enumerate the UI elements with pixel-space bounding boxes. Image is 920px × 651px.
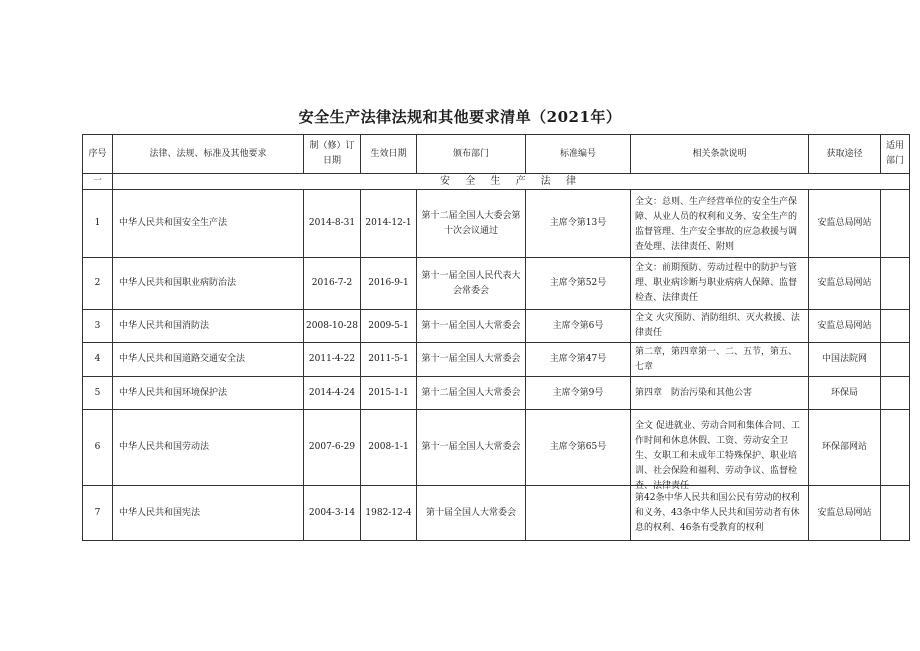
cell-source-text: 中国法院网 [821, 354, 867, 364]
cell-source-text: 安监总局网站 [817, 218, 872, 228]
cell-source [809, 190, 881, 258]
cell-name [113, 377, 304, 410]
cell-no-text: 6 [94, 442, 101, 452]
cell-issuer [417, 410, 526, 486]
cell-name [113, 258, 304, 310]
cell-no [83, 377, 113, 410]
cell-issuer-text: 第十一届全国人大常委会 [421, 354, 521, 364]
cell-desc [631, 486, 809, 541]
cell-revised [304, 190, 361, 258]
cell-code-text: 主席令第47号 [549, 354, 607, 364]
cell-revised [304, 486, 361, 541]
cell-source-text: 安监总局网站 [817, 507, 872, 518]
cell-no-text: 1 [94, 218, 101, 228]
cell-desc-text: 第二章，第四章第一、二、五节，第五、七章 [635, 346, 798, 372]
cell-no-text: 5 [94, 387, 101, 398]
cell-desc-text: 全文 促进就业、劳动合同和集体合同、工作时间和休息休假、工资、劳动安全卫生、女职工和未成年工特殊保护、职业培训、社会保险和福利、劳动争议、监督检查、法律责任 [635, 420, 800, 491]
cell-no [83, 486, 113, 541]
cell-code [526, 343, 631, 377]
cell-desc [631, 377, 809, 410]
cell-desc-text: 第四章 防治污染和其他公害 [635, 387, 753, 398]
cell-revised [304, 410, 361, 486]
header-name: 法律、法规、标准及其他要求 [113, 135, 304, 174]
cell-no-text: 7 [94, 507, 101, 518]
cell-issuer-text: 第十一届全国人大常委会 [421, 320, 521, 331]
cell-dept [881, 190, 910, 258]
cell-code [526, 310, 631, 343]
cell-revised-text: 2008-10-28 [306, 320, 358, 331]
cell-no [83, 258, 113, 310]
header-row [83, 135, 910, 174]
cell-dept [881, 343, 910, 377]
cell-source [809, 310, 881, 343]
cell-name-text: 中华人民共和国安全生产法 [119, 218, 228, 228]
cell-code [526, 258, 631, 310]
cell-source-text: 安监总局网站 [817, 278, 872, 288]
cell-desc-text: 第42条中华人民共和国公民有劳动的权利和义务、43条中华人民共和国劳动者有休息的权利、46条有受教育的权利 [635, 492, 800, 533]
cell-name-text: 中华人民共和国道路交通安全法 [119, 354, 246, 364]
table-row [83, 258, 910, 310]
cell-revised-text: 2014-8-31 [308, 218, 356, 228]
header-no: 序号 [83, 135, 113, 174]
cell-desc [631, 310, 809, 343]
cell-issuer [417, 190, 526, 258]
cell-effective [361, 343, 417, 377]
table-row [83, 190, 910, 258]
cell-name-text: 中华人民共和国消防法 [119, 320, 210, 331]
header-source: 获取途径 [809, 135, 881, 174]
cell-name-text: 中华人民共和国职业病防治法 [119, 278, 237, 288]
table-row [83, 486, 910, 541]
cell-issuer-text: 第十二届全国人大常委会 [421, 387, 521, 398]
header-revised: 制（修）订日期 [304, 135, 361, 174]
table-row [83, 410, 910, 486]
cell-effective-text: 2011-5-1 [368, 354, 409, 364]
cell-code-text: 主席令第13号 [549, 218, 607, 228]
cell-code-text: 主席令第9号 [552, 387, 604, 398]
section-label: 安 全 生 产 法 律 [113, 174, 910, 190]
cell-effective-text: 2014-12-1 [365, 218, 412, 228]
cell-issuer [417, 377, 526, 410]
cell-revised-text: 2007-6-29 [308, 442, 356, 452]
cell-issuer-text: 第十二届全国人大委会第十次会议通过 [421, 210, 521, 236]
cell-desc [631, 190, 809, 258]
cell-dept [881, 258, 910, 310]
cell-revised-text: 2014-4-24 [308, 387, 356, 398]
cell-effective-text: 2008-1-1 [368, 442, 409, 452]
cell-effective [361, 310, 417, 343]
section-row [83, 174, 910, 190]
cell-issuer [417, 343, 526, 377]
cell-code-text: 主席令第6号 [552, 320, 604, 331]
regulations-table [82, 134, 910, 541]
cell-issuer [417, 486, 526, 541]
cell-name-text: 中华人民共和国宪法 [119, 507, 201, 518]
cell-effective-text: 1982-12-4 [365, 507, 412, 518]
header-desc: 相关条款说明 [631, 135, 809, 174]
cell-dept [881, 310, 910, 343]
cell-name-text: 中华人民共和国环境保护法 [119, 387, 228, 398]
cell-effective [361, 486, 417, 541]
header-dept: 适用部门 [881, 135, 910, 174]
cell-dept [881, 377, 910, 410]
cell-revised [304, 377, 361, 410]
cell-desc [631, 258, 809, 310]
cell-no [83, 310, 113, 343]
table-row [83, 377, 910, 410]
cell-source [809, 343, 881, 377]
cell-effective-text: 2009-5-1 [368, 320, 409, 331]
cell-no-text: 3 [94, 320, 101, 331]
cell-code [526, 377, 631, 410]
cell-revised-text: 2004-3-14 [308, 507, 356, 518]
cell-effective [361, 410, 417, 486]
cell-name [113, 343, 304, 377]
cell-desc-text: 全文：前期预防、劳动过程中的防护与管理、职业病诊断与职业病病人保障、监督检查、法律责任 [635, 263, 798, 303]
cell-name [113, 310, 304, 343]
cell-source [809, 486, 881, 541]
cell-effective [361, 190, 417, 258]
cell-source-text: 环保局 [830, 387, 858, 398]
cell-source [809, 377, 881, 410]
header-issuer: 颁布部门 [417, 135, 526, 174]
cell-name [113, 190, 304, 258]
cell-revised [304, 258, 361, 310]
cell-revised-text: 2011-4-22 [308, 354, 356, 364]
cell-name [113, 410, 304, 486]
cell-effective-text: 2016-9-1 [368, 278, 409, 288]
cell-desc [631, 343, 809, 377]
section-no: 一 [83, 174, 113, 190]
cell-source-text: 安监总局网站 [817, 320, 872, 331]
cell-dept [881, 486, 910, 541]
cell-code-text: 主席令第52号 [549, 278, 607, 288]
header-effective: 生效日期 [361, 135, 417, 174]
cell-desc-text: 全文：总则、生产经营单位的安全生产保障、从业人员的权利和义务、安全生产的监督管理、生产安全事故的应急救援与调查处理、法律责任、附则 [635, 196, 798, 252]
cell-source-text: 环保部网站 [821, 442, 867, 452]
cell-no [83, 410, 113, 486]
cell-effective [361, 377, 417, 410]
cell-source [809, 258, 881, 310]
cell-code [526, 190, 631, 258]
table-row [83, 310, 910, 343]
cell-code-text: 主席令第65号 [549, 442, 607, 452]
cell-effective-text: 2015-1-1 [368, 387, 409, 398]
cell-source [809, 410, 881, 486]
cell-issuer-text: 第十一届全国人民代表大会常委会 [421, 270, 521, 296]
cell-code [526, 486, 631, 541]
table-row [83, 343, 910, 377]
cell-issuer [417, 310, 526, 343]
cell-code [526, 410, 631, 486]
cell-no [83, 190, 113, 258]
cell-issuer [417, 258, 526, 310]
cell-no-text: 4 [94, 354, 101, 364]
cell-dept [881, 410, 910, 486]
header-code: 标准编号 [526, 135, 631, 174]
cell-no-text: 2 [94, 278, 101, 288]
table-body [83, 190, 910, 541]
cell-issuer-text: 第十一届全国人大常委会 [421, 442, 521, 452]
cell-revised [304, 343, 361, 377]
cell-name-text: 中华人民共和国劳动法 [119, 442, 210, 452]
cell-desc-text: 全文 火灾预防、消防组织、灭火救援、法律责任 [635, 313, 800, 338]
cell-revised [304, 310, 361, 343]
cell-name [113, 486, 304, 541]
cell-revised-text: 2016-7-2 [311, 278, 353, 288]
cell-no [83, 343, 113, 377]
cell-issuer-text: 第十届全国人大常委会 [425, 507, 516, 518]
cell-effective [361, 258, 417, 310]
cell-desc [631, 410, 809, 491]
document-title: 安全生产法律法规和其他要求清单（2021年） [298, 108, 622, 126]
